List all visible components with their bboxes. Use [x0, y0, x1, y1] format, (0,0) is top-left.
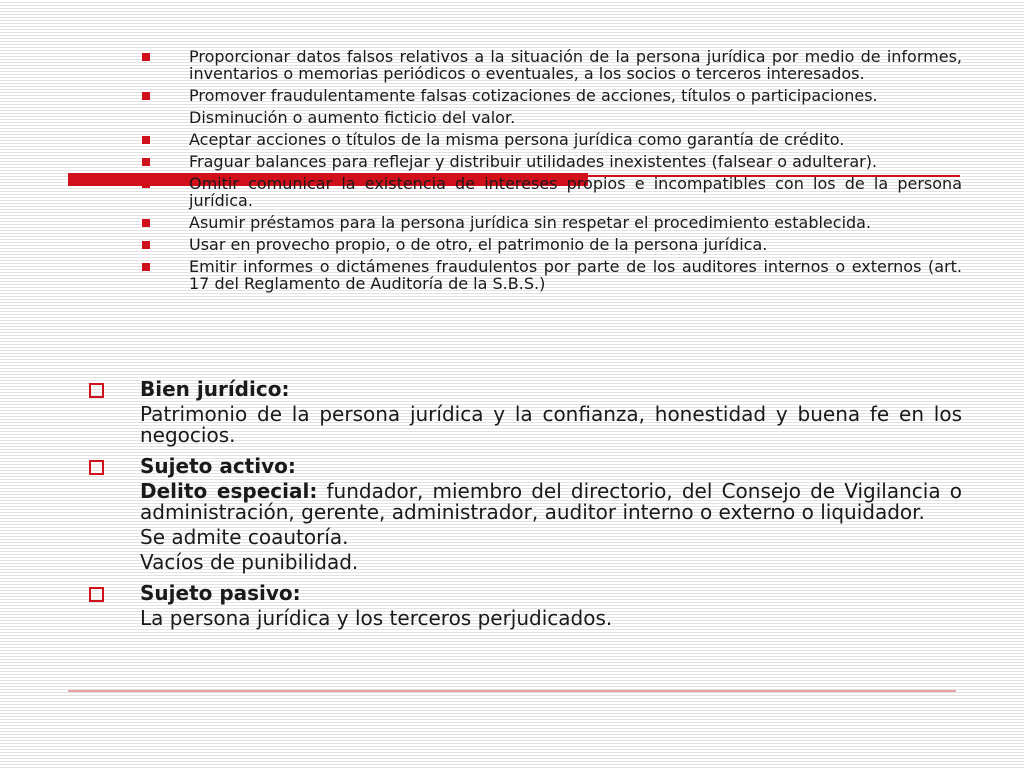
section-text: Patrimonio de la persona jurídica y la confianza, honestidad y buena fe en los negocios.	[140, 402, 962, 447]
list-item-text: Promover fraudulentamente falsas cotizaciones de acciones, títulos o participaciones.	[189, 86, 878, 105]
list-item-text: Disminución o aumento ficticio del valor.	[189, 108, 516, 127]
red-square-bullet-icon	[142, 263, 150, 271]
bold-lead: Delito especial:	[140, 479, 318, 503]
section-text: Vacíos de punibilidad.	[140, 550, 359, 574]
section-bien-juridico	[88, 378, 962, 446]
list-item	[138, 48, 962, 82]
red-square-bullet-icon	[142, 53, 150, 61]
list-item	[138, 214, 962, 231]
sub-bullet-list	[138, 48, 962, 297]
section-heading: Bien jurídico:	[140, 377, 290, 401]
red-square-bullet-icon	[142, 180, 150, 188]
section-heading: Sujeto pasivo:	[140, 581, 301, 605]
list-item	[138, 258, 962, 292]
hollow-square-bullet-icon	[89, 383, 104, 398]
red-square-bullet-icon	[142, 241, 150, 249]
list-item-text: Omitir comunicar la existencia de intereses propios e incompatibles con los de la persona jurídica.	[189, 174, 962, 210]
section-text-body: fundador, miembro del directorio, del Consejo de Vigilancia o administración, gerente, administrador, auditor interno o externo o liquidador.	[140, 479, 962, 524]
list-item-text: Asumir préstamos para la persona jurídica sin respetar el procedimiento establecida.	[189, 213, 872, 232]
main-bullet-list	[88, 378, 962, 638]
section-sujeto-activo	[88, 455, 962, 573]
list-item-continuation	[138, 109, 962, 126]
bottom-divider	[68, 690, 956, 692]
list-item	[138, 87, 962, 104]
red-square-bullet-icon	[142, 136, 150, 144]
hollow-square-bullet-icon	[89, 587, 104, 602]
list-item	[138, 236, 962, 253]
red-square-bullet-icon	[142, 92, 150, 100]
list-item-text: Aceptar acciones o títulos de la misma persona jurídica como garantía de crédito.	[189, 130, 845, 149]
section-text: La persona jurídica y los terceros perjudicados.	[140, 606, 613, 630]
red-square-bullet-icon	[142, 158, 150, 166]
list-item-text: Proporcionar datos falsos relativos a la situación de la persona jurídica por medio de informes, inventarios o memorias periódicos o eventuales, a los socios o terceros interesados.	[189, 47, 962, 83]
list-item	[138, 131, 962, 148]
list-item-text: Usar en provecho propio, o de otro, el patrimonio de la persona jurídica.	[189, 235, 768, 254]
list-item-text: Fraguar balances para reflejar y distribuir utilidades inexistentes (falsear o adulterar).	[189, 152, 878, 171]
section-text	[140, 481, 962, 523]
list-item	[138, 153, 962, 170]
section-sujeto-pasivo	[88, 582, 962, 629]
list-item	[138, 175, 962, 209]
list-item-text: Emitir informes o dictámenes fraudulentos por parte de los auditores internos o externos (art. 17 del Reglamento de Auditoría de la S.B.S.)	[189, 257, 962, 293]
section-heading: Sujeto activo:	[140, 454, 296, 478]
red-square-bullet-icon	[142, 219, 150, 227]
section-text: Se admite coautoría.	[140, 525, 349, 549]
hollow-square-bullet-icon	[89, 460, 104, 475]
